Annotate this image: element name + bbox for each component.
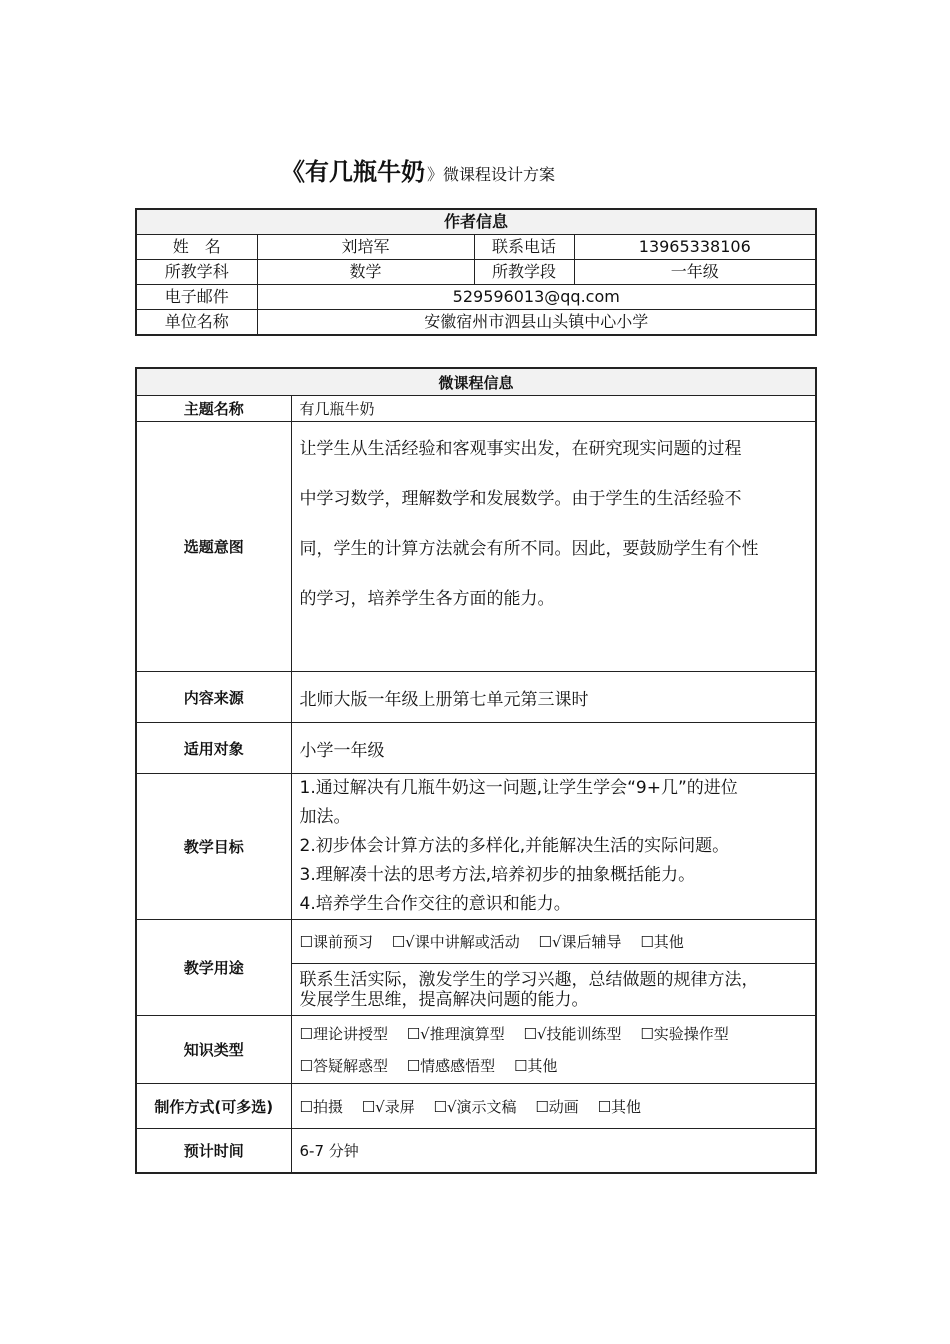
document-title	[281, 152, 555, 186]
usage-description	[291, 964, 816, 1016]
method-options	[291, 1084, 816, 1129]
topic-value: 有几瓶牛奶	[291, 396, 816, 422]
table-row	[136, 235, 816, 260]
intent-line: 中学习数学，理解数学和发展数学。由于学生的生活经验不	[299, 489, 742, 509]
title-main: 《有几瓶牛奶	[281, 157, 425, 186]
knowledge-option-experiment[interactable]: ☐实验操作型	[640, 1024, 729, 1043]
method-option-screen-record[interactable]: ☐√录屏	[361, 1097, 415, 1116]
source-label: 内容来源	[136, 672, 291, 723]
knowledge-option-lecture[interactable]: ☐理论讲授型	[299, 1024, 388, 1043]
author-info-header: 作者信息	[136, 209, 816, 235]
intent-line: 让学生从生活经验和客观事实出发，在研究现实问题的过程	[299, 439, 742, 459]
email-value: 529596013@qq.com	[257, 285, 816, 310]
time-value: 6-7 分钟	[291, 1129, 816, 1173]
intent-line: 的学习，培养学生各方面的能力。	[299, 589, 555, 609]
email-label: 电子邮件	[136, 285, 257, 310]
table-row	[136, 285, 816, 310]
usage-desc-line: 联系生活实际，激发学生的学习兴趣，总结做题的规律方法，	[299, 969, 759, 990]
topic-label: 主题名称	[136, 396, 291, 422]
table-row	[136, 260, 816, 285]
table-row	[136, 310, 816, 336]
knowledge-option-other[interactable]: ☐其他	[513, 1056, 558, 1075]
knowledge-option-reasoning[interactable]: ☐√推理演算型	[406, 1024, 505, 1043]
method-option-other[interactable]: ☐其他	[597, 1097, 642, 1116]
knowledge-option-skills[interactable]: ☐√技能训练型	[523, 1024, 622, 1043]
source-value: 北师大版一年级上册第七单元第三课时	[291, 672, 816, 723]
usage-desc-line: 发展学生思维，提高解决问题的能力。	[299, 989, 589, 1010]
method-label: 制作方式(可多选)	[136, 1084, 291, 1129]
method-option-animation[interactable]: ☐动画	[535, 1097, 579, 1116]
name-value: 刘培军	[257, 235, 474, 260]
usage-options	[291, 920, 816, 964]
course-info-header: 微课程信息	[136, 368, 816, 396]
name-label: 姓 名	[136, 235, 257, 260]
knowledge-options	[291, 1016, 816, 1084]
goals-label: 教学目标	[136, 774, 291, 920]
goal-item: 2.初步体会计算方法的多样化,并能解决生活的实际问题。	[299, 836, 730, 856]
intent-line: 同，学生的计算方法就会有所不同。因此，要鼓励学生有个性	[299, 539, 759, 559]
knowledge-label: 知识类型	[136, 1016, 291, 1084]
knowledge-option-qa[interactable]: ☐答疑解惑型	[299, 1056, 388, 1075]
usage-option-after-class[interactable]: ☐√课后辅导	[538, 933, 622, 951]
goal-item: 加法。	[299, 807, 351, 827]
author-info-table	[135, 208, 817, 336]
usage-option-other[interactable]: ☐其他	[640, 933, 684, 951]
course-info-table	[135, 367, 817, 1174]
method-option-slides[interactable]: ☐√演示文稿	[433, 1097, 517, 1116]
intent-text	[291, 422, 816, 672]
phone-label: 联系电话	[474, 235, 574, 260]
grade-label: 所教学段	[474, 260, 574, 285]
goal-item: 4.培养学生合作交往的意识和能力。	[299, 894, 571, 914]
audience-value: 小学一年级	[291, 723, 816, 774]
intent-label: 选题意图	[136, 422, 291, 672]
usage-option-preview[interactable]: ☐课前预习	[299, 933, 373, 951]
goal-item: 1.通过解决有几瓶牛奶这一问题,让学生学会“9+几”的进位	[299, 778, 738, 798]
organization-value: 安徽宿州市泗县山头镇中心小学	[257, 310, 816, 336]
subject-value: 数学	[257, 260, 474, 285]
grade-value: 一年级	[574, 260, 816, 285]
knowledge-option-emotion[interactable]: ☐情感感悟型	[406, 1056, 496, 1075]
usage-option-in-class[interactable]: ☐√课中讲解或活动	[391, 933, 520, 951]
usage-label: 教学用途	[136, 920, 291, 1016]
organization-label: 单位名称	[136, 310, 257, 336]
phone-value: 13965338106	[574, 235, 816, 260]
time-label: 预计时间	[136, 1129, 291, 1173]
goals-list	[291, 774, 816, 920]
audience-label: 适用对象	[136, 723, 291, 774]
method-option-filming[interactable]: ☐拍摄	[299, 1097, 343, 1116]
goal-item: 3.理解凑十法的思考方法,培养初步的抽象概括能力。	[299, 865, 696, 885]
title-sub: 》微课程设计方案	[427, 165, 556, 184]
subject-label: 所教学科	[136, 260, 257, 285]
